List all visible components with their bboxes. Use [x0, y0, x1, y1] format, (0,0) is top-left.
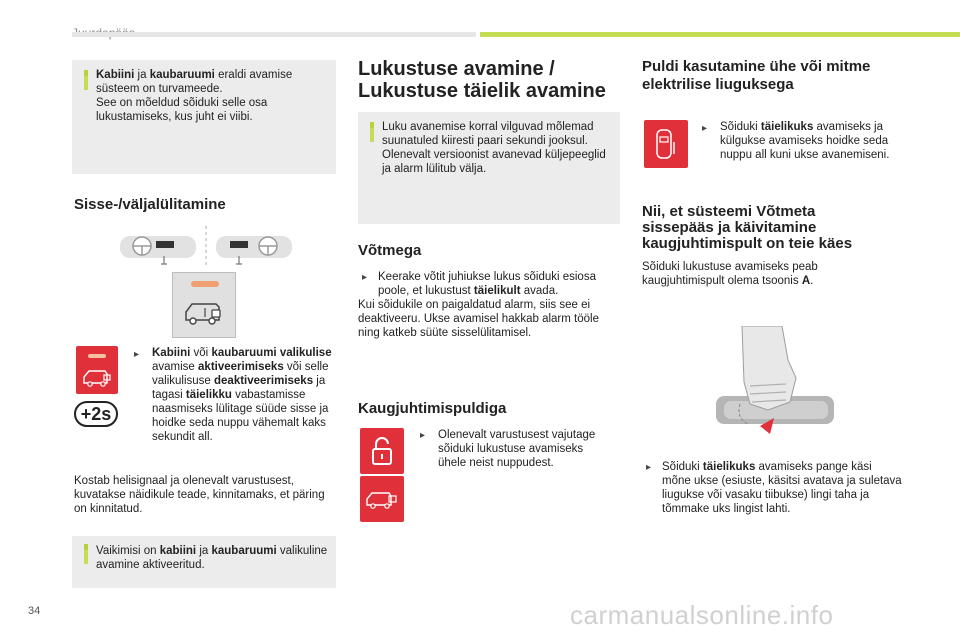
bullet-arrow-icon: ▸ [702, 123, 708, 134]
header-rule [72, 32, 476, 37]
heading-sliding-door: Puldi kasutamine ühe või mitme elektrilise liuguksega [642, 58, 871, 93]
heading-switching: Sisse-/väljalülitamine [74, 196, 226, 213]
heading-keyless: Nii, et süsteemi Võtmeta sissepääs ja käivitamine kaugjuhtimispult on teie käes [642, 203, 853, 252]
watermark: carmanualsonline.info [570, 600, 834, 630]
bullet-arrow-icon: ▸ [420, 430, 426, 441]
van-side-door-icon [654, 128, 678, 160]
heading-with-key: Võtmega [358, 242, 422, 259]
sliding-door-button-icon [644, 120, 688, 168]
alarm-paragraph: Kui sõidukile on paigaldatud alarm, siis see ei deaktiveeru. Ukse avamisel hakkab alarm tööle ning katkeb süüte sisselülitamisel. [358, 299, 599, 339]
unlock-button-icon [360, 428, 404, 474]
info-icon [84, 544, 88, 564]
info-text: Luku avanemise korral vilguvad mõlemad suunatuled kiiresti paari sekundi jooksul. Olenevalt versioonist avanevad küljepeeglid ja alarm lülitub välja. [382, 121, 606, 175]
info-box-default [72, 536, 336, 588]
cabin-button-illustration [172, 272, 236, 338]
van-lock-icon [82, 366, 114, 388]
info-text: Vaikimisi on kabiini ja kaubaruumi valikuline avamine aktiveeritud. [96, 545, 328, 571]
confirmation-paragraph: Kostab helisignaal ja olenevalt varustusest, kuvatakse näidikule teade, kinnitamaks, et päring on kinnitatud. [74, 475, 325, 515]
info-icon [370, 122, 374, 142]
key-instruction: Keerake võtit juhiukse lukus sõiduki esiosa poole, et lukustust täielikult avada. [378, 271, 596, 297]
cabin-button-icon [76, 346, 118, 394]
page-number: 34 [28, 605, 41, 617]
heading-remote: Kaugjuhtimispuldiga [358, 400, 507, 417]
bullet-arrow-icon: ▸ [362, 272, 368, 283]
unlock-van-button-icon [360, 476, 404, 522]
bullet-arrow-icon: ▸ [646, 462, 652, 473]
hold-duration-badge: +2s [74, 401, 118, 427]
info-text: Kabiini ja kaubaruumi eraldi avamise süsteem on turvameede. See on mõeldud sõiduki selle osa lukustamiseks, kus juht ei viibi. [96, 69, 293, 123]
info-box-indicators [358, 112, 620, 224]
remote-instruction: Olenevalt varustusest vajutage sõiduki lukustuse avamiseks ühele neist nuppudest. [438, 429, 596, 469]
section-heading-unlocking: Lukustuse avamine / Lukustuse täielik avamine [358, 58, 606, 102]
padlock-open-icon [370, 436, 394, 466]
keyless-paragraph: Sõiduki lukustuse avamiseks peab kaugjuhtimispult olema tsoonis A. [642, 261, 818, 287]
info-box-separate-opening [72, 60, 336, 174]
header-accent-bar [480, 32, 960, 37]
sliding-door-instruction: Sõiduki täielikuks avamiseks ja külgukse avamiseks hoidke seda nuppu all kuni ukse avanemiseni. [720, 121, 890, 161]
hand-door-handle-icon [716, 326, 836, 446]
door-handle-instruction: Sõiduki täielikuks avamiseks pange käsi mõne ukse (esiuste, käsitsi avatava ja suletava liugukse või vasaku tiibukse) lingi taha ja tõmmake uks lingist lahti. [662, 461, 902, 515]
van-lock-icon [365, 488, 399, 510]
dashboard-icon [112, 222, 296, 268]
bullet-arrow-icon: ▸ [134, 349, 140, 360]
switch-instruction: Kabiini või kaubaruumi valikulise avamise aktiveerimiseks või selle valikulisuse deaktiveerimiseks ja tagasi täielikku vabastamisse naasmiseks lülitage süüde sisse ja hoidke seda nuppu vähemalt kaks sekundit all. [152, 347, 332, 443]
van-lock-icon [183, 297, 227, 327]
info-icon [84, 70, 88, 90]
